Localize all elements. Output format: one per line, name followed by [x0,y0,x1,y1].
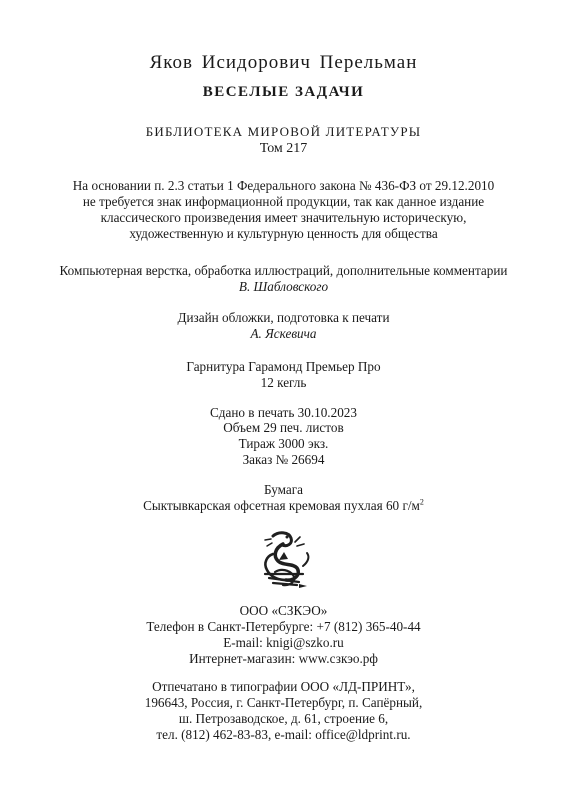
volume-number: Том 217 [259,141,308,156]
print-volume: Объем 29 печ. листов [223,420,344,435]
publisher-shop: Интернет-магазин: www.сзкэо.рф [189,651,378,666]
publisher-email: E-mail: knigi@szko.ru [223,635,344,650]
printer-line: Отпечатано в типографии ООО «ЛД-ПРИНТ», [152,679,415,694]
series-name: БИБЛИОТЕКА МИРОВОЙ ЛИТЕРАТУРЫ [145,124,422,139]
printer-line: 196643, Россия, г. Санкт-Петербург, п. Сапёрный, [144,695,423,710]
legal-notice-line: не требуется знак информационной продукции, так как данное издание [82,194,485,209]
book-title: ВЕСЕЛЫЕ ЗАДАЧИ [202,84,365,100]
author-name: Яков Исидорович Перельман [149,52,418,73]
layout-credit-role: Компьютерная верстка, обработка иллюстраций, дополнительные комментарии [59,263,508,278]
order-number: Заказ № 26694 [242,452,325,467]
print-run: Тираж 3000 экз. [238,436,329,451]
publisher-name: ООО «СЗКЭО» [239,603,328,618]
publisher-phone: Телефон в Санкт-Петербурге: +7 (812) 365-40-44 [146,619,421,634]
design-credit-role: Дизайн обложки, подготовка к печати [177,310,390,325]
paper-description [0,498,567,514]
paper-label: Бумага [263,482,304,497]
paper-unit-superscript: 2 [419,497,424,507]
dragon-emblem-icon [253,528,315,590]
paper-description-text: Сыктывкарская офсетная кремовая пухлая 60 г/м [143,498,420,513]
legal-notice-line: художественную и культурную ценность для общества [129,226,438,241]
legal-notice-line: классического произведения имеет значительную историческую, [100,210,467,225]
legal-notice-line: На основании п. 2.3 статьи 1 Федерального закона № 436-ФЗ от 29.12.2010 [72,178,495,193]
layout-credit-name: В. Шабловского [238,279,329,294]
printer-line: ш. Петрозаводское, д. 61, строение 6, [178,711,389,726]
typeface-size: 12 кегль [260,375,307,390]
print-date: Сдано в печать 30.10.2023 [210,405,357,420]
design-credit-name: А. Яскевича [250,326,317,341]
printer-line: тел. (812) 462-83-83, e-mail: office@ldprint.ru. [156,727,411,742]
typeface-name: Гарнитура Гарамонд Премьер Про [186,359,381,374]
